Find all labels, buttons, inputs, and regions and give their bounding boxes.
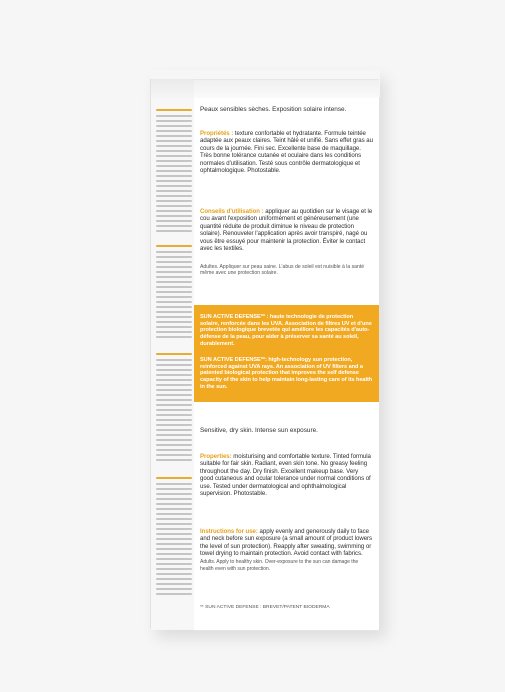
box-front-panel [194,97,380,631]
fr-properties-heading: Propriétés : [200,130,234,137]
band-en [200,357,373,391]
box-side-panel [150,79,196,629]
fr-properties [200,130,373,174]
en-intro: Sensitive, dry skin. Intense sun exposure. [200,427,318,434]
band-fr-heading: SUN ACTIVE DEFENSE** [200,314,265,320]
band-fr [200,314,373,348]
band-fr-text: : haute technologie de protection solaire, renforcée dans les UVA. Association de filtres UV et d'une protection biologique brevetée qui améliore les capacités d'auto-défense de la peau, pour aider à préserver sa santé au soleil, durablement. [200,314,372,347]
en-note: Adults. Apply to healthy skin. Over-exposure to the sun can damage the health even with sun protection. [200,558,359,573]
fr-usage-text: appliquer au quotidien sur le visage et le cou avant l'exposition uniformément et généreusement (une quantité réduite de produit diminue le niveau de protection solaire). Renouveler l'application après avoir transpiré, nagé ou vous être essuyé pour maintenir la protection. Éviter le contact avec les textiles. [200,208,373,253]
fr-properties-text: texture confortable et hydratante. Formule teintée adaptée aux peaux claires. Teint hâlé et unifié. Sans effet gras au cours de la journée. Fini sec. Excellente base de maquillage. Très bonne tolérance cutanée et oculaire dans les conditions normales d'utilisation. Testé sous contrôle dermatologique et ophtalmologique. Photostable. [200,130,373,175]
en-usage [200,528,373,572]
band-en-text: : high-technology sun protection, reinforced against UVA rays. An association of UV filters and a patented biological protection that improves the self defense capacity of the skin to help maintain long-lasting care of its health in the sun. [200,357,373,390]
band-en-heading: SUN ACTIVE DEFENSE** [200,357,265,363]
box-top-edge [194,79,379,98]
patent-footnote: ** SUN ACTIVE DEFENSE : BREVET/PATENT BIODERMA [200,605,330,610]
fr-note: Adultes. Appliquer sur peau saine. L'abus de soleil est nuisible à la santé même avec une protection solaire. [200,264,365,277]
fr-intro: Peaux sensibles sèches. Exposition solaire intense. [200,106,347,113]
fr-usage [200,208,373,252]
side-top-bevel [151,79,195,101]
en-properties-text: moisturising and comfortable texture. Tinted formula suitable for fair skin. Radiant, even skin tone. No greasy feeling throughout the day. Dry finish. Excellent makeup base. Very good cutaneous and ocular tolerance under normal conditions of use. Tested under dermatological and ophthalmological supervision. Photostable. [200,453,371,498]
en-usage-text: apply evenly and generously daily to face and neck before sun exposure (a small amount of product lowers the level of sun protection). Reapply after sweating, swimming or towel drying to maintain protection. Avoid contact with fabrics. [200,528,373,558]
en-usage-heading: Instructions for use: [200,528,258,535]
sun-active-defense-band [194,305,379,402]
en-properties-heading: Properties: [200,453,232,460]
fr-usage-heading: Conseils d'utilisation : [200,208,264,215]
en-properties [200,453,373,497]
